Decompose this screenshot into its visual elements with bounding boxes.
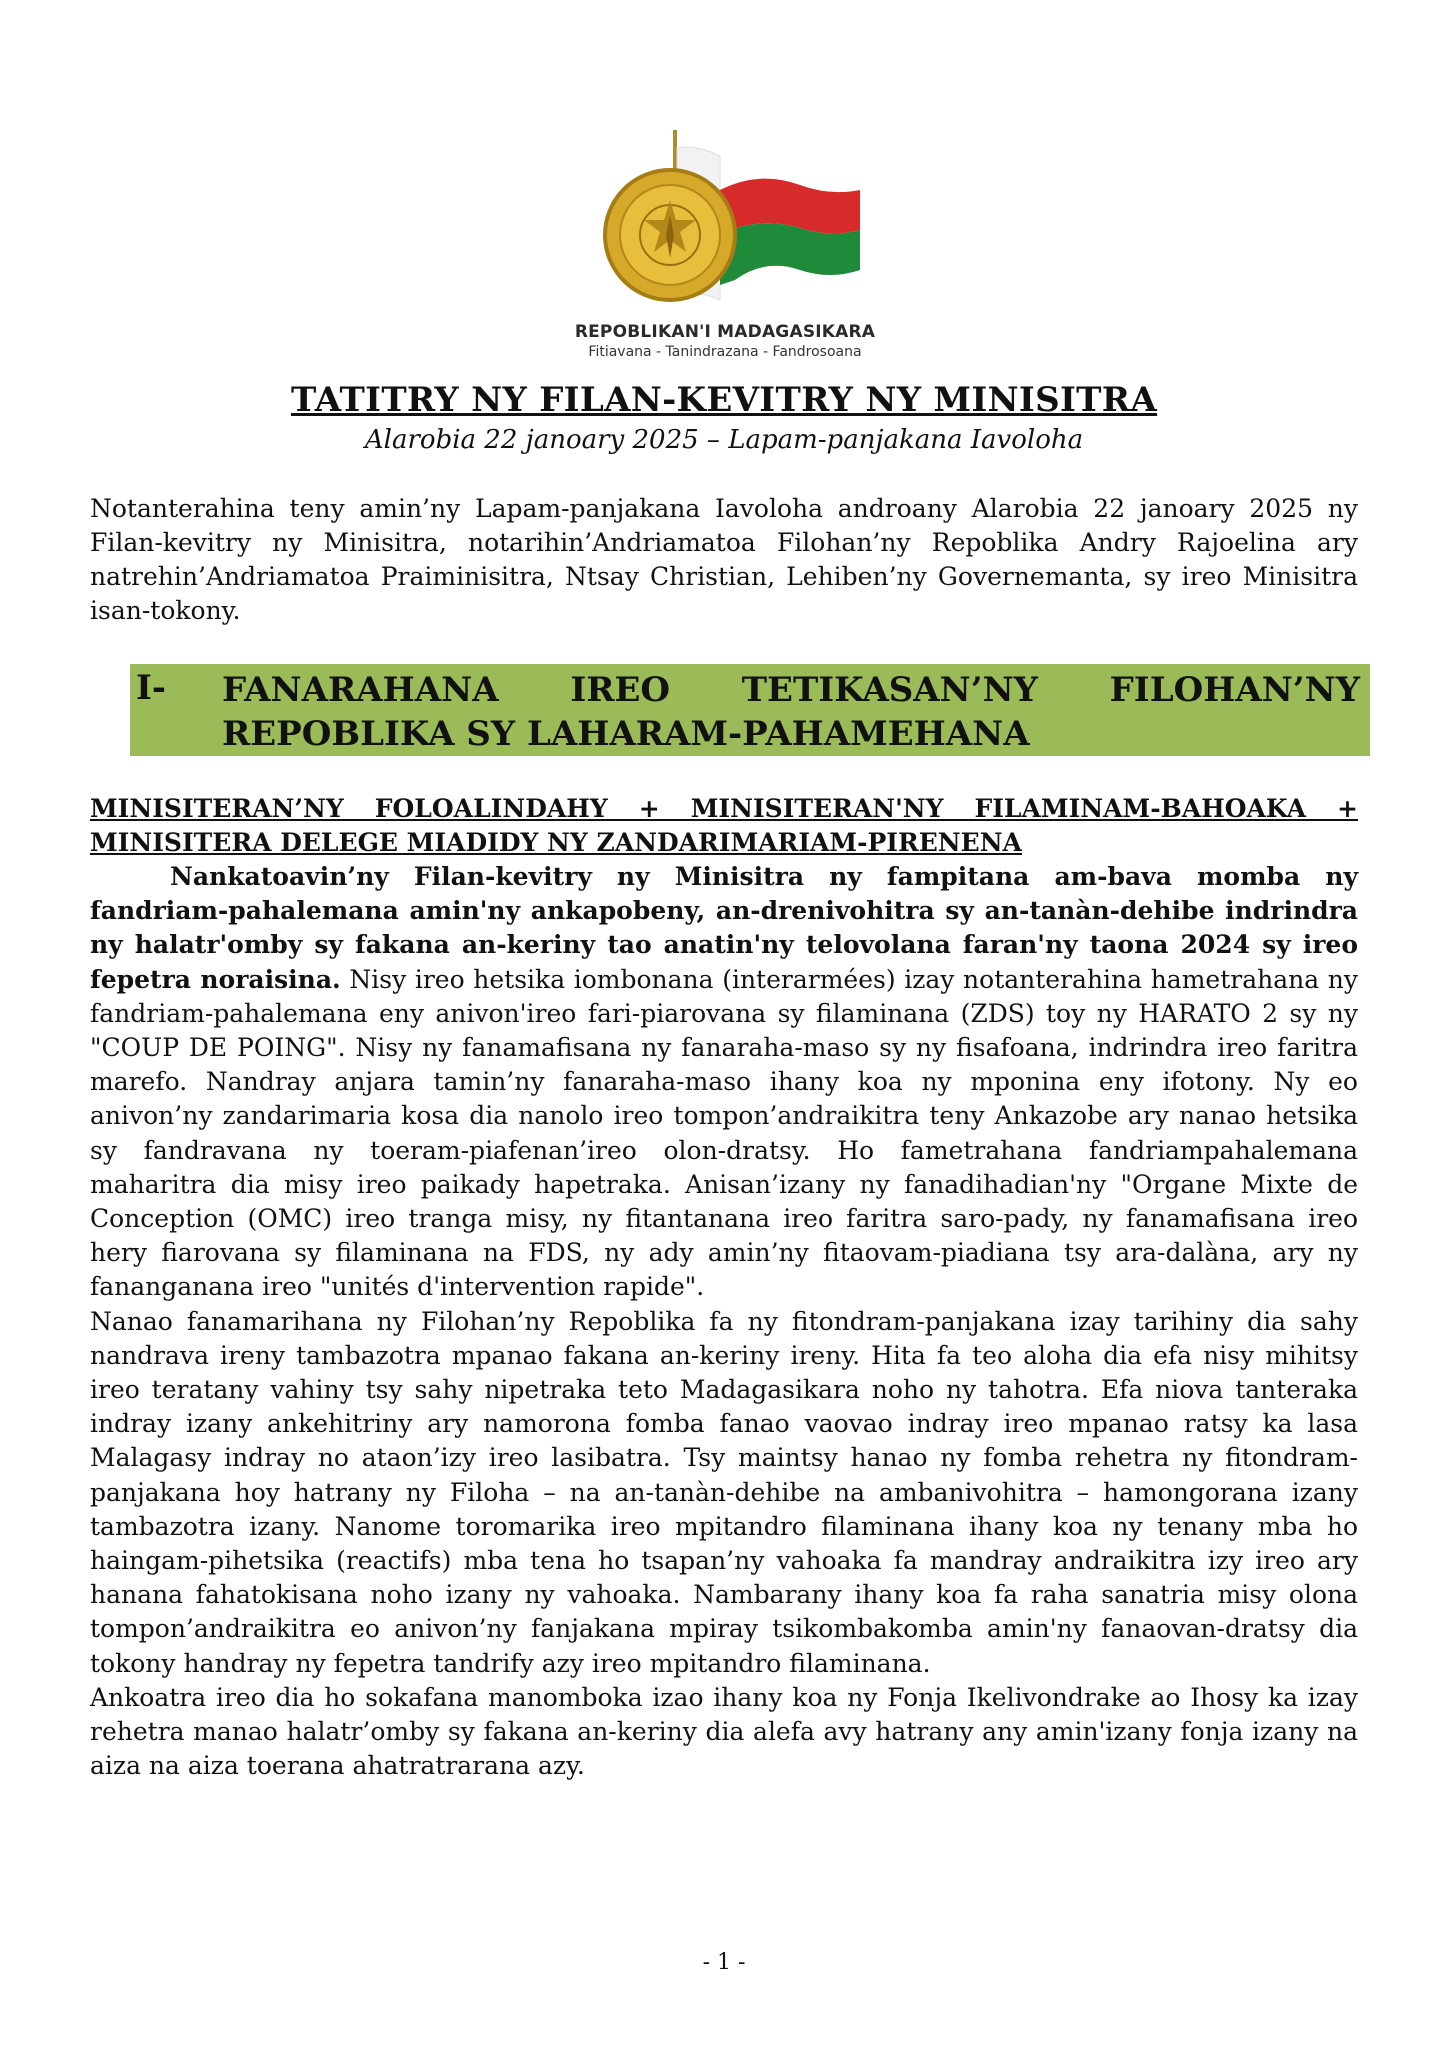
madagascar-seal-icon [560, 130, 890, 325]
paragraph-1-rest: Nisy ireo hetsika iombonana (interarmées) izay notanterahina hametrahana ny fandriam-pahalemana eny anivon'ireo fari-piarovana sy filaminana (ZDS) toy ny HARATO 2 sy ny "COUP DE POING". Nisy ny fanamafisana ny fanaraha-maso sy ny fisafoana, indrindra ireo faritra marefo. Nandray anjara tamin’ny fanaraha-maso ihany koa ny mponina eny ifotony. Ny eo anivon’ny zandarimaria kosa dia nanolo ireo tompon’andraikitra teny Ankazobe ary nanao hetsika sy fandravana ny toeram-piafenan’ireo olon-dratsy. Ho fametrahana fandriampahalemana maharitra dia misy ireo paikady hapetraka. Anisan’izany ny fanadihadian'ny "Organe Mixte de Conception (OMC) ireo tranga misy, ny fitantanana ireo faritra saro-pady, ny fanamafisana ireo hery fiarovana sy filaminana na FDS, ny ady amin’ny fitaovam-piadiana tsy ara-dalàna, ary ny fananganana ireo "unités d'intervention rapide". [90, 964, 1358, 1302]
section-title: FANARAHANA IREO TETIKASAN’NY FILOHAN’NY REPOBLIKA SY LAHARAM-PAHAMEHANA [222, 670, 1360, 754]
subsection-heading: MINISITERAN’NY FOLOALINDAHY + MINISITERAN'NY FILAMINAM-BAHOAKA + MINISITERA DELEGE MIADIDY NY ZANDARIMARIAM-PIRENENA [90, 794, 1358, 857]
paragraph-1-bold: Nankatoavin’ny Filan-kevitry ny Minisitra ny fampitana am-bava momba ny fandriam-pahalemana amin'ny ankapobeny, an-drenivohitra sy an-tanàn-dehibe indrindra ny halatr'omby sy fakana an-keriny tao anatin'ny telovolana faran'ny taona 2024 sy ireo fepetra noraisina. [90, 862, 1358, 994]
intro-paragraph: Notanterahina teny amin’ny Lapam-panjakana Iavoloha androany Alarobia 22 janoary 2025 ny Filan-kevitry ny Minisitra, notarihin’Andriamatoa Filohan’ny Repoblika Andry Rajoelina ary natrehin’Andriamatoa Praiminisitra, Ntsay Christian, Lehiben’ny Governemanta, sy ireo Minisitra isan-tokony. [90, 494, 1358, 625]
document-title: TATITRY NY FILAN-KEVITRY NY MINISITRA [290, 380, 1158, 420]
page-number: - 1 - [702, 1950, 746, 1975]
logo-motto: Fitiavana - Tanindrazana - Fandrosoana [588, 344, 862, 360]
paragraph-2: Nanao fanamarihana ny Filohan’ny Repoblika fa ny fitondram-panjakana izay tarihiny dia sahy nandrava ireny tambazotra mpanao fakana an-keriny ireny. Hita fa teo aloha dia efa nisy mihitsy ireo teratany vahiny tsy sahy nipetraka teto Madagasikara noho ny tahotra. Efa niova tanteraka indray izany ankehitriny ary namorona fomba fanao vaovao indray ireo mpanao ratsy ka lasa Malagasy indray no ataon’izy ireo lasibatra. Tsy maintsy hanao ny fomba rehetra ny fitondram-panjakana hoy hatrany ny Filoha – na an-tanàn-dehibe na ambanivohitra – hamongorana izany tambazotra izany. Nanome toromarika ireo mpitandro filaminana ihany koa ny tenany mba ho haingam-pihetsika (reactifs) mba tena ho tsapan’ny vahoaka fa mandray andraikitra izy ireo ary hanana fahatokisana noho izany ny vahoaka. Nambarany ihany koa fa raha sanatria misy olona tompon’andraikitra eo anivon’ny fanjakana mpiray tsikombakomba amin'ny fanaovan-dratsy dia tokony handray ny fepetra tandrify azy ireo mpitandro filaminana. [90, 1306, 1358, 1678]
republic-logo [560, 130, 890, 370]
body-text [90, 860, 1358, 1783]
paragraph-3: Ankoatra ireo dia ho sokafana manomboka izao ihany koa ny Fonja Ikelivondrake ao Ihosy ka izay rehetra manao halatr’omby sy fakana an-keriny dia alefa avy hatrany any amin'izany fonja izany na aiza na aiza toerana ahatratrarana azy. [90, 1682, 1358, 1781]
paragraph-1 [90, 860, 1358, 1305]
logo-name: REPOBLIKAN'I MADAGASIKARA [574, 322, 876, 342]
document-subtitle: Alarobia 22 janoary 2025 – Lapam-panjakana Iavoloha [364, 425, 1084, 455]
section-number: I- [136, 668, 167, 708]
